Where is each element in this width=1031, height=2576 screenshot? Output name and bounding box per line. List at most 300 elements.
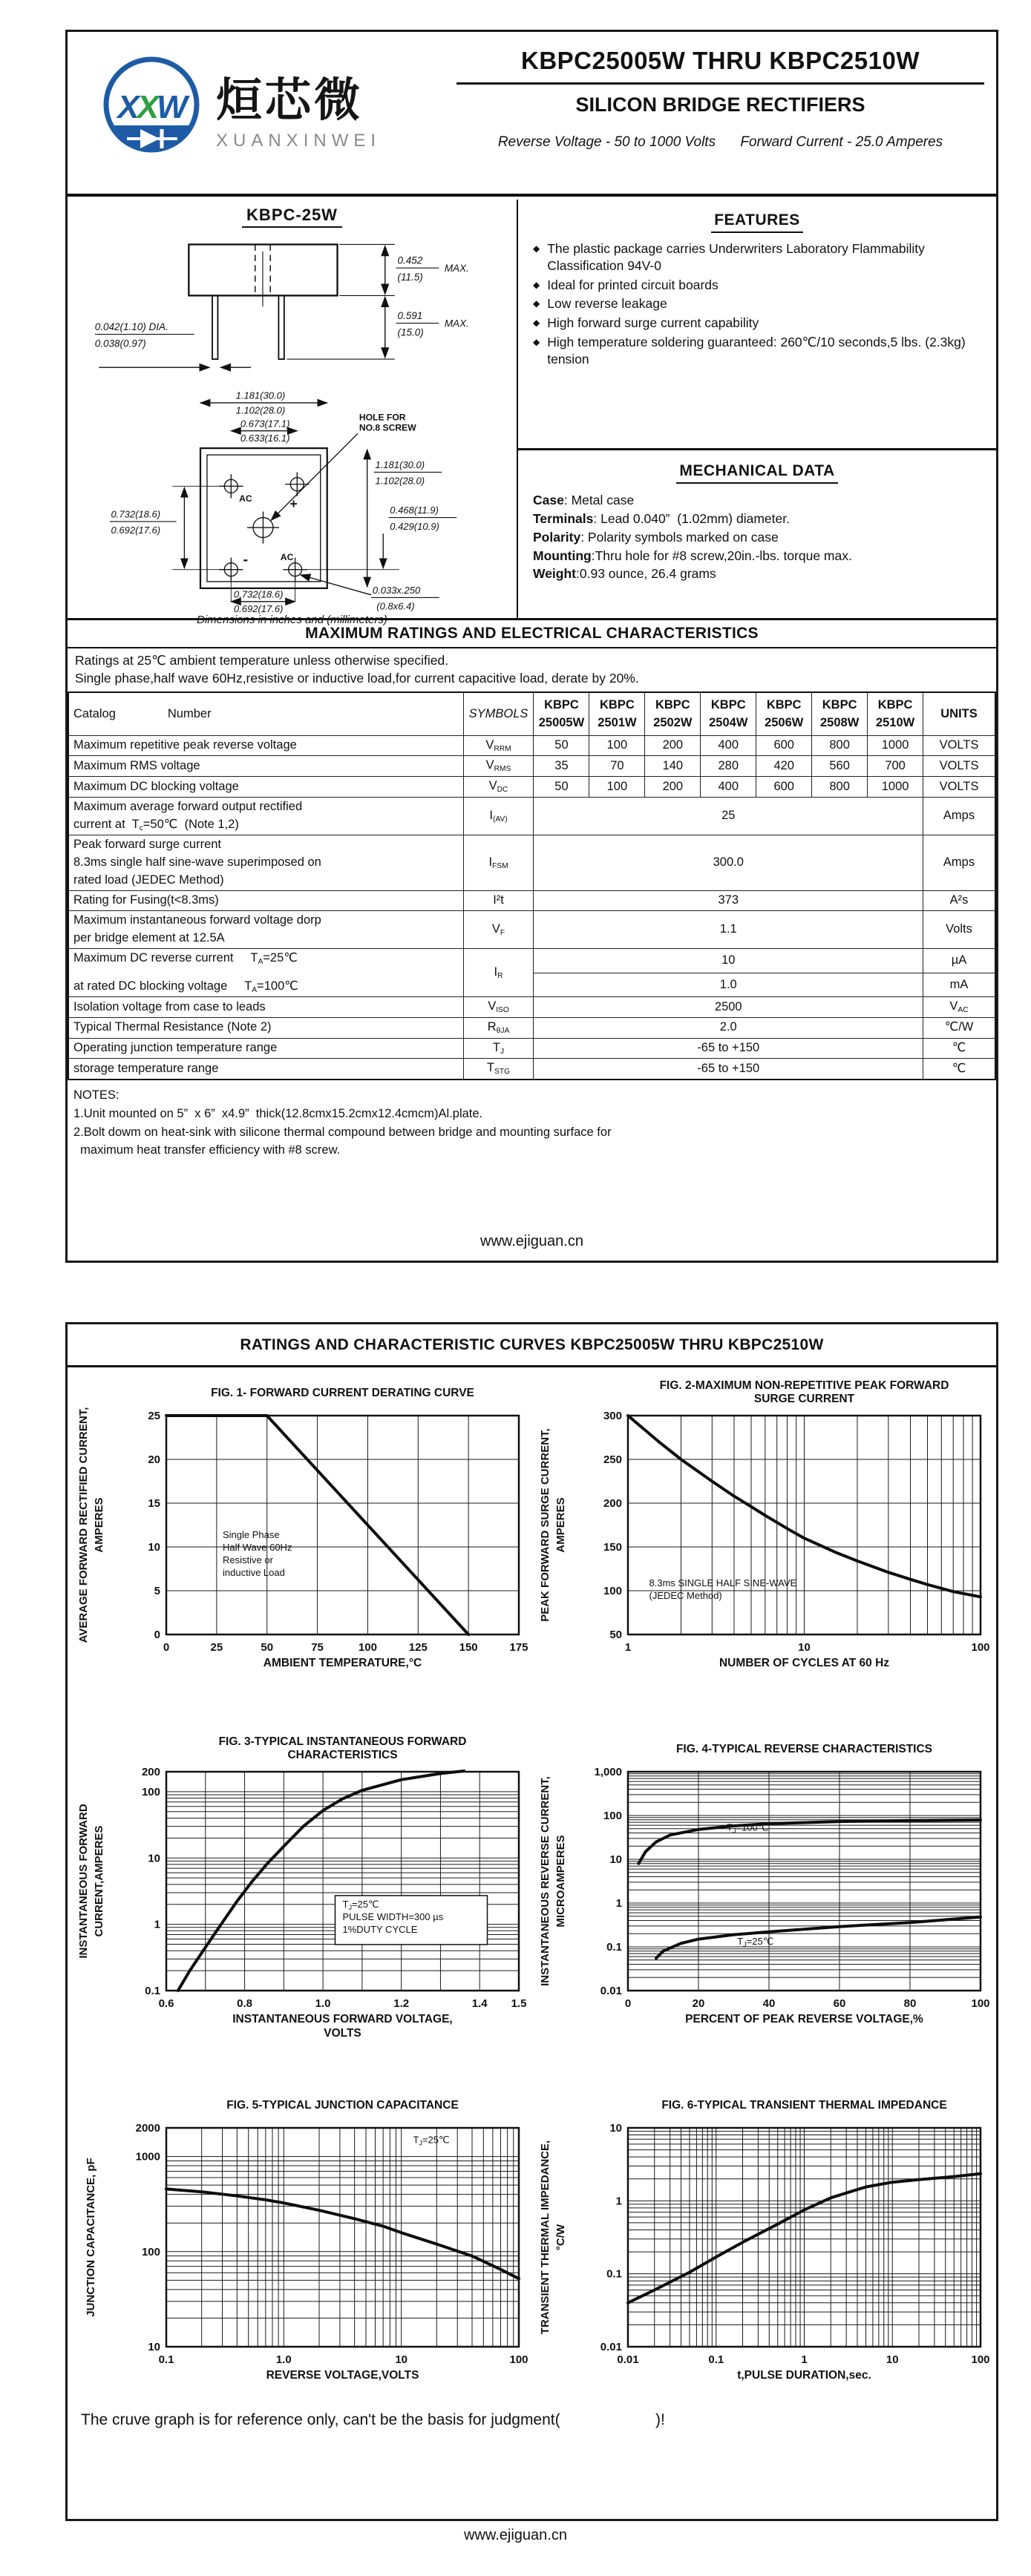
mechanical-item-label: Terminals [533,510,594,526]
header-catalog-number: Catalog Number [68,692,463,735]
mechanical-data-section [518,450,996,583]
features-mechanical-section [517,200,996,618]
y-tick-label: 1 [615,2195,622,2208]
value-cell: 2500 [534,997,923,1018]
value-cell: 800 [812,777,868,798]
y-tick-label: 200 [603,1497,622,1510]
fig4-curve [656,1917,981,1959]
x-tick-label: 0.01 [617,2353,639,2366]
hole-note-line2: NO.8 SCREW [359,422,416,433]
tagline-reverse-voltage: Reverse Voltage - 50 to 1000 Volts [497,134,716,150]
value-cell: 600 [756,735,812,756]
x-tick-label: 10 [395,2353,408,2366]
y-tick-label: 0.1 [145,1985,160,1997]
fig3-annotation: $T_J=25℃$ [342,1898,379,1911]
x-tick-label: 100 [971,2353,990,2366]
header-part-number: KBPC 2501W [589,692,645,735]
y-tick-label: 150 [603,1541,622,1554]
fig5-title: FIG. 5-TYPICAL JUNCTION CAPACITANCE [226,2099,459,2112]
page1-footer-url: www.ejiguan.cn [480,1233,583,1249]
x-tick-label: 1.4 [471,1997,488,2010]
terminal-plus-label: + [289,496,298,511]
features-section [518,200,996,450]
value-cell: -65 to +150 [534,1059,923,1080]
dim-right2-bot: 0.429(10.9) [389,520,439,532]
doc-tagline [454,134,987,151]
param-label-cell: Maximum DC blocking voltage [68,777,463,798]
notes-heading: NOTES: [73,1088,120,1103]
package-side-view-drawing [85,229,500,390]
symbol-cell: IFSM [463,835,534,891]
fig3-y-axis-label: CURRENT,AMPERES [93,1825,105,1937]
page-2 [65,1322,998,2521]
fig4-curve [638,1820,981,1864]
note-line: 1.Unit mounted on 5” x 6” x4.9” thick(12.8cmx15.2cmx12.4cmcm)Al.plate. [73,1106,483,1120]
features-list [518,240,996,367]
fig1-y-axis-label: AVERAGE FORWARD RECTIFIED CURRENT, [77,1407,90,1643]
param-label-cell: Operating junction temperature range [68,1038,463,1059]
dim-bot2-bot: (0.8x6.4) [376,600,415,612]
param-label-cell: Maximum DC reverse current TA=25℃ at rated DC blocking voltage TA=100℃ [68,948,463,996]
y-tick-label: 0.01 [600,2341,622,2353]
mechanical-item-label: Mounting [533,548,592,563]
x-tick-label: 10 [886,2353,899,2366]
param-label-cell: Isolation voltage from case to leads [68,997,463,1018]
brand [96,51,381,162]
value-cell: 140 [645,756,701,777]
y-tick-label: 0.1 [606,2267,622,2281]
fig1-chart [73,1379,531,1699]
terminal-ac-label-1: AC [238,493,252,504]
mechanical-item [533,547,996,565]
fig6-y-axis-label: TRANSIENT THERMAL IMPEDANCE, [539,2140,551,2335]
header-part-number: KBPC 2506W [756,692,812,735]
unit-cell: mA [923,973,995,997]
param-label-cell: Peak forward surge current 8.3ms single half sine-wave superimposed on rated load (JEDEC Method) [68,835,463,891]
unit-cell: µA [923,948,995,973]
fig3-annotation: PULSE WIDTH=300 µs [342,1910,444,1922]
x-tick-label: 0.8 [237,1997,252,2010]
dim-bot1-bot: 0.692(17.6) [233,603,283,614]
mechanical-item-label: Case [533,493,564,507]
dim-body-height-mm: (11.5) [397,271,423,283]
x-tick-label: 20 [692,1997,705,2010]
fig4-title: FIG. 4-TYPICAL REVERSE CHARACTERISTICS [675,1743,933,1755]
value-cell: 70 [589,756,645,777]
dim-bot2-top: 0.033x.250 [372,585,420,597]
y-tick-label: 0.1 [606,1941,622,1954]
mechanical-item [533,510,996,528]
value-cell: 100 [589,735,645,756]
ratings-condition-1: Ratings at 25℃ ambient temperature unless otherwise specified. [75,653,449,668]
x-tick-label: 80 [903,1997,917,2010]
table-row [68,797,995,835]
fig4-x-axis-label: PERCENT OF PEAK REVERSE VOLTAGE,% [685,2013,923,2025]
y-tick-label: 15 [148,1497,160,1510]
feature-item [533,315,996,332]
value-cell: 10 [534,948,923,973]
symbol-cell: TJ [463,1038,534,1059]
fig2-y-axis-label: AMPERES [554,1497,567,1553]
x-tick-label: 0.1 [158,2353,174,2366]
unit-cell: VOLTS [923,756,995,777]
y-tick-label: 100 [603,1585,622,1597]
x-tick-label: 1 [801,2353,808,2366]
y-tick-label: 1 [615,1897,622,1910]
y-tick-label: 100 [603,1810,622,1822]
feature-text: The plastic package carries Underwriters Laboratory Flammability Classification 94V-0 [547,241,925,273]
param-label-cell: Maximum RMS voltage [68,756,463,777]
dim-left-bot: 0.692(17.6) [111,525,160,536]
header-part-number: KBPC 25005W [534,692,589,735]
symbol-cell: I(AV) [463,797,534,835]
y-tick-label: 10 [148,2341,160,2353]
figure-fig4 [535,1735,993,2055]
figure-fig5 [73,2091,531,2411]
curves-heading: RATINGS AND CHARACTERISTIC CURVES KBPC25005W THRU KBPC2510W [68,1324,996,1367]
fig4-y-axis-label: MICROAMPERES [554,1835,567,1928]
x-tick-label: 175 [509,1641,528,1654]
feature-text: Low reverse leakage [547,296,667,312]
x-tick-label: 0.1 [708,2353,724,2366]
fig6-y-axis-label: °C/W [554,2224,567,2251]
unit-cell: ℃ [923,1038,995,1059]
table-row [68,1059,995,1080]
header-part-number: KBPC 2510W [868,692,923,735]
param-label-cell: Maximum instantaneous forward voltage dorp per bridge element at 12.5A [68,911,463,949]
x-tick-label: 100 [971,1997,990,2010]
mechanical-item [533,565,996,583]
x-tick-label: 100 [509,2353,528,2366]
fig3-annotation: 1%DUTY CYCLE [342,1923,418,1935]
header-part-number: KBPC 2504W [701,692,756,735]
x-tick-label: 1 [624,1641,632,1654]
title-divider [456,82,984,85]
symbol-cell: TSTG [463,1059,534,1080]
dim-lead-dia-bot: 0.038(0.97) [94,338,146,349]
symbol-cell: VDC [463,777,534,798]
unit-cell: VOLTS [923,777,995,798]
value-cell: 1.0 [534,973,923,997]
y-tick-label: 300 [603,1410,622,1422]
y-tick-label: 2000 [135,2122,160,2135]
unit-cell: Amps [923,797,995,835]
dim-right1-top: 1.181(30.0) [374,459,425,471]
dim-w1-top: 1.181(30.0) [235,390,285,401]
dim-right1-bot: 1.102(28.0) [374,475,425,487]
mechanical-item-text: :Thru hole for #8 screw,20in.-lbs. torque max. [591,548,852,563]
fig1-y-axis-label: AMPERES [93,1497,105,1553]
bullet-diamond-icon: ◆ [533,336,540,347]
unit-cell: VAC [923,997,995,1018]
value-cell: 1000 [868,777,923,798]
dim-lead-len-mm: (15.0) [397,326,424,338]
mechanical-list [518,491,996,583]
x-tick-label: 75 [311,1641,324,1654]
symbol-cell: I²t [463,891,534,911]
y-tick-label: 100 [141,1785,160,1798]
fig5-curve [166,2189,519,2278]
mechanical-heading: MECHANICAL DATA [676,462,837,484]
param-label-cell: Maximum average forward output rectified current at Tc=50℃ (Note 1,2) [68,797,463,835]
x-tick-label: 150 [459,1641,478,1654]
x-tick-label: 25 [210,1641,223,1654]
value-cell: 100 [589,777,645,798]
fig6-chart [535,2091,993,2411]
ratings-condition-2: Single phase,half wave 60Hz,resistive or inductive load,for current capacitive load, derate by 20%. [75,670,639,686]
dim-w1-bot: 1.102(28.0) [235,404,285,416]
feature-text: Ideal for printed circuit boards [547,277,719,292]
fig5-chart [73,2091,531,2411]
tagline-forward-current: Forward Current - 25.0 Amperes [740,134,943,150]
x-tick-label: 1.0 [315,1997,331,2010]
figure-fig3 [73,1735,531,2055]
ratings-section [68,618,996,1160]
table-row [68,1038,995,1059]
ratings-heading: MAXIMUM RATINGS AND ELECTRICAL CHARACTERISTICS [68,620,996,648]
value-cell: 50 [534,735,589,756]
header-part-number: KBPC 2502W [645,692,701,735]
x-tick-label: 1.5 [511,1997,527,2010]
fig2-x-axis-label: NUMBER OF CYCLES AT 60 Hz [719,1657,890,1669]
param-label-cell: Maximum repetitive peak reverse voltage [68,735,463,756]
header-part-number: KBPC 2508W [812,692,868,735]
package-drawing-section [68,200,517,626]
notes-section [68,1080,996,1160]
symbol-cell: VISO [463,997,534,1018]
mechanical-item-label: Polarity [533,529,581,545]
dim-w2-top: 0.673(17.1) [240,418,289,430]
fig2-y-axis-label: PEAK FORWARD SURGE CURRENT, [539,1428,551,1622]
dim-body-height-max: MAX. [444,262,469,274]
feature-text: High temperature soldering guaranteed: 260℃/10 seconds,5 lbs. (2.3kg) tension [547,334,966,367]
fig4-chart [535,1735,993,2055]
feature-item [533,277,996,294]
x-tick-label: 1.0 [275,2353,292,2366]
brand-name-cn: 烜芯微 [216,74,364,126]
page-title: KBPC25005W THRU KBPC2510W [521,47,920,74]
y-tick-label: 10 [609,2122,622,2135]
table-row [68,756,995,777]
x-tick-label: 0 [163,1641,170,1654]
value-cell: 400 [701,735,756,756]
bullet-diamond-icon: ◆ [533,318,540,328]
fig3-curve [178,1771,464,1991]
figure-fig1 [73,1379,531,1699]
company-logo-icon [96,51,207,162]
feature-item [533,334,996,368]
fig2-title: FIG. 2-MAXIMUM NON-REPETITIVE PEAK FORWARD [659,1379,949,1392]
y-tick-label: 0.01 [600,1985,622,1997]
fig4-annotation: $T_J=100℃$ [727,1821,769,1835]
fig4-annotation: $T_J=25℃$ [737,1936,774,1949]
fig5-annotation: $T_J=25℃$ [413,2134,450,2147]
figure-fig2 [535,1379,993,1699]
figure-fig6 [535,2091,993,2411]
dim-w2-bot: 0.633(16.1) [240,433,289,444]
terminal-minus-label: - [242,551,248,568]
fig2-title: SURGE CURRENT [753,1393,855,1405]
unit-cell: VOLTS [923,735,995,756]
x-tick-label: 100 [358,1641,377,1654]
notes-list [73,1105,989,1160]
bullet-diamond-icon: ◆ [533,243,540,254]
fig1-annotation: Single Phase [223,1529,280,1541]
value-cell: 50 [534,777,589,798]
disclaimer-text: The cruve graph is for reference only, can't be the basis for judgment( )! [81,2411,665,2428]
y-tick-label: 10 [148,1541,160,1554]
note-line: maximum heat transfer efficiency with #8 screw. [73,1143,341,1157]
mechanical-item-text: : Metal case [563,493,635,507]
fig1-title: FIG. 1- FORWARD CURRENT DERATING CURVE [211,1387,474,1399]
ratings-conditions [68,648,996,691]
mechanical-item [533,528,996,547]
table-row [68,891,995,911]
value-cell: 280 [701,756,756,777]
fig3-x-axis-label: VOLTS [324,2027,361,2040]
param-label-cell: Rating for Fusing(t<8.3ms) [68,891,463,911]
table-row [68,948,995,973]
bullet-diamond-icon: ◆ [533,279,540,290]
value-cell: 700 [868,756,923,777]
x-tick-label: 10 [798,1641,811,1654]
table-header-row [68,692,995,735]
x-tick-label: 60 [833,1997,846,2010]
fig1-annotation: Half Wave 60Hz [223,1542,292,1554]
fig1-annotation: Resistive or [223,1554,273,1566]
brand-name-en: XUANXINWEI [216,130,382,151]
package-name: KBPC-25W [242,206,342,228]
value-cell: 1.1 [534,911,923,949]
x-tick-label: 40 [762,1997,776,2010]
fig6-x-axis-label: t,PULSE DURATION,sec. [737,2369,871,2382]
y-tick-label: 50 [609,1629,622,1641]
header [68,32,996,197]
fig2-chart [535,1379,993,1699]
terminal-ac-label-2: AC [280,552,293,563]
fig5-x-axis-label: REVERSE VOLTAGE,VOLTS [266,2369,419,2382]
mechanical-item-text: : Lead 0.040” (1.02mm) diameter. [593,510,790,526]
fig1-x-axis-label: AMBIENT TEMPERATURE,°C [263,1657,422,1669]
y-tick-label: 100 [141,2245,160,2258]
unit-cell: Amps [923,835,995,891]
page2-footer-url: www.ejiguan.cn [464,2527,567,2543]
table-row [68,735,995,756]
hole-note-line1: HOLE FOR [359,412,406,423]
y-tick-label: 20 [148,1453,160,1466]
table-row [68,997,995,1018]
mechanical-item-label: Weight [533,566,577,582]
bullet-diamond-icon: ◆ [533,298,540,309]
ratings-table [68,691,996,1080]
y-tick-label: 5 [154,1585,160,1597]
fig3-y-axis-label: INSTANTANEOUS FORWARD [77,1804,90,1959]
symbol-cell: RθJA [463,1018,534,1039]
dim-bot1-top: 0.732(18.6) [233,588,283,600]
fig5-y-axis-label: JUNCTION CAPACITANCE, pF [85,2158,97,2317]
fig4-y-axis-label: INSTANTANEOUS REVERSE CURRENT, [539,1776,551,1986]
x-tick-label: 50 [261,1641,274,1654]
mechanical-item [533,491,996,510]
y-tick-label: 1,000 [594,1766,622,1778]
value-cell: 200 [645,735,701,756]
page-1 [65,30,998,1263]
value-cell: 2.0 [534,1018,923,1039]
dim-lead-dia-top: 0.042(1.10) DIA. [94,321,168,332]
package-bottom-view-drawing [92,390,493,614]
value-cell: 25 [534,797,923,835]
param-label-cell: storage temperature range [68,1059,463,1080]
y-tick-label: 10 [148,1852,160,1865]
dim-lead-len-in: 0.591 [397,310,422,322]
feature-text: High forward surge current capability [547,315,759,330]
param-label-cell: Typical Thermal Resistance (Note 2) [68,1018,463,1039]
x-tick-label: 0 [624,1997,632,2010]
x-tick-label: 125 [408,1641,428,1654]
value-cell: 800 [812,735,868,756]
value-cell: 300.0 [534,835,923,891]
y-tick-label: 1 [154,1918,160,1931]
value-cell: 35 [534,756,589,777]
feature-item [533,295,996,312]
y-tick-label: 10 [609,1853,622,1866]
dim-lead-len-max: MAX. [444,318,469,329]
fig1-annotation: inductive Load [223,1567,285,1579]
value-cell: 373 [534,891,923,911]
dim-body-height-in: 0.452 [397,254,422,266]
logo-acronym: XXW [117,89,186,125]
value-cell: 200 [645,777,701,798]
symbol-cell: IR [463,948,534,996]
doc-subtitle: SILICON BRIDGE RECTIFIERS [575,93,865,116]
y-tick-label: 25 [148,1410,160,1422]
fig2-annotation: 8.3ms SINGLE HALF SINE-WAVE [649,1577,797,1589]
y-tick-label: 1000 [135,2150,160,2163]
unit-cell: Volts [923,911,995,949]
y-tick-label: 0 [154,1629,160,1641]
value-cell: 1000 [868,735,923,756]
x-tick-label: 0.6 [158,1997,174,2010]
symbol-cell: VRMS [463,756,534,777]
value-cell: 420 [756,756,812,777]
fig3-title: FIG. 3-TYPICAL INSTANTANEOUS FORWARD [218,1735,467,1748]
header-symbols: SYMBOLS [463,692,534,735]
x-tick-label: 100 [971,1641,990,1654]
fig3-chart [73,1735,531,2055]
fig3-x-axis-label: INSTANTANEOUS FORWARD VOLTAGE, [232,2013,453,2025]
table-row [68,777,995,798]
value-cell: 560 [812,756,868,777]
value-cell: 600 [756,777,812,798]
unit-cell: ℃ [923,1059,995,1080]
dim-left-top: 0.732(18.6) [111,508,160,520]
package-caption: Dimensions in inches and (millimeters) [197,614,387,626]
y-tick-label: 200 [141,1766,160,1778]
fig3-title: CHARACTERISTICS [287,1749,398,1761]
fig2-annotation: (JEDEC Method) [649,1590,722,1602]
mechanical-item-text: : Polarity symbols marked on case [580,529,779,545]
table-row [68,835,995,891]
symbol-cell: VRRM [463,735,534,756]
features-heading: FEATURES [711,211,803,233]
dim-right2-top: 0.468(11.9) [389,505,439,516]
table-row [68,911,995,949]
value-cell: -65 to +150 [534,1038,923,1059]
value-cell: 400 [701,777,756,798]
unit-cell: A²s [923,891,995,911]
x-tick-label: 1.2 [393,1997,410,2010]
header-units: UNITS [923,692,995,735]
